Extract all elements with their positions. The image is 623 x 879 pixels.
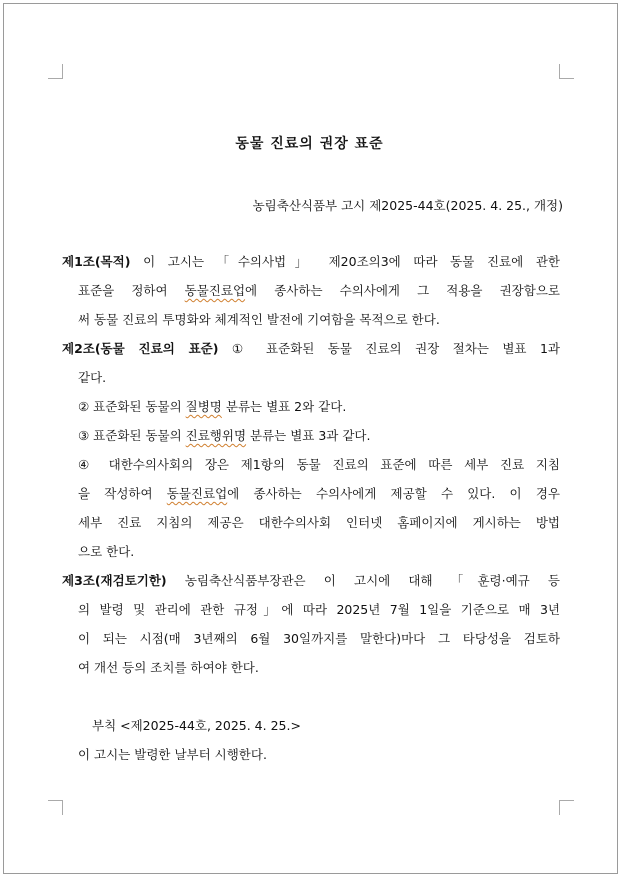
article-2-line-2: 같다. <box>78 370 107 385</box>
article-2-para-4-line-4: 으로 한다. <box>78 544 135 559</box>
crop-mark-bottom-left <box>48 800 63 815</box>
article-2-para-4-line-1: ④ 대한수의사회의 장은 제1항의 동물 진료의 표준에 따른 세부 진료 지침 <box>78 457 560 472</box>
article-3-line-4: 여 개선 등의 조치를 하여야 한다. <box>78 660 259 675</box>
article-2-para-4-line-2: 을 작성하여 동물진료업에 종사하는 수의사에게 제공할 수 있다. 이 경우 <box>78 486 560 501</box>
notice-reference: 농림축산식품부 고시 제2025-44호(2025. 4. 25., 개정) <box>252 198 563 213</box>
article-3-line-3: 이 되는 시점(매 3년째의 6월 30일까지를 말한다)마다 그 타당성을 검토하 <box>78 631 560 646</box>
article-3-line-1: 제3조(재검토기한) 농림축산식품부장관은 이 고시에 대해 「훈령·예규 등 <box>62 573 560 588</box>
crop-mark-bottom-right <box>559 800 574 815</box>
article-2-para-2: ② 표준화된 동물의 질병명 분류는 별표 2와 같다. <box>78 399 347 414</box>
article-2-heading: 제2조(동물 진료의 표준) <box>62 341 219 356</box>
supplement-body: 이 고시는 발령한 날부터 시행한다. <box>78 747 267 762</box>
article-3-line-2: 의 발령 및 관리에 관한 규정」에 따라 2025년 7월 1일을 기준으로 매 3년 <box>78 602 560 617</box>
document-title: 동물 진료의 권장 표준 <box>235 136 384 152</box>
article-3-heading: 제3조(재검토기한) <box>62 573 167 588</box>
article-1-line-3: 써 동물 진료의 투명화와 체계적인 발전에 기여함을 목적으로 한다. <box>78 312 440 327</box>
crop-mark-top-right <box>559 64 574 79</box>
supplement-heading: 부칙 <제2025-44호, 2025. 4. 25.> <box>92 718 301 733</box>
article-2-para-3: ③ 표준화된 동물의 진료행위명 분류는 별표 3과 같다. <box>78 428 371 443</box>
article-1-line-1: 제1조(목적) 이 고시는 「수의사법」 제20조의3에 따라 동물 진료에 관한 <box>62 254 560 269</box>
crop-mark-top-left <box>48 64 63 79</box>
article-1-line-2: 표준을 정하여 동물진료업에 종사하는 수의사에게 그 적용을 권장함으로 <box>78 283 560 298</box>
article-1-heading: 제1조(목적) <box>62 254 131 269</box>
article-2-line-1: 제2조(동물 진료의 표준) ① 표준화된 동물 진료의 권장 절차는 별표 1과 <box>62 341 560 356</box>
article-2-para-4-line-3: 세부 진료 지침의 제공은 대한수의사회 인터넷 홈페이지에 게시하는 방법 <box>78 515 560 530</box>
